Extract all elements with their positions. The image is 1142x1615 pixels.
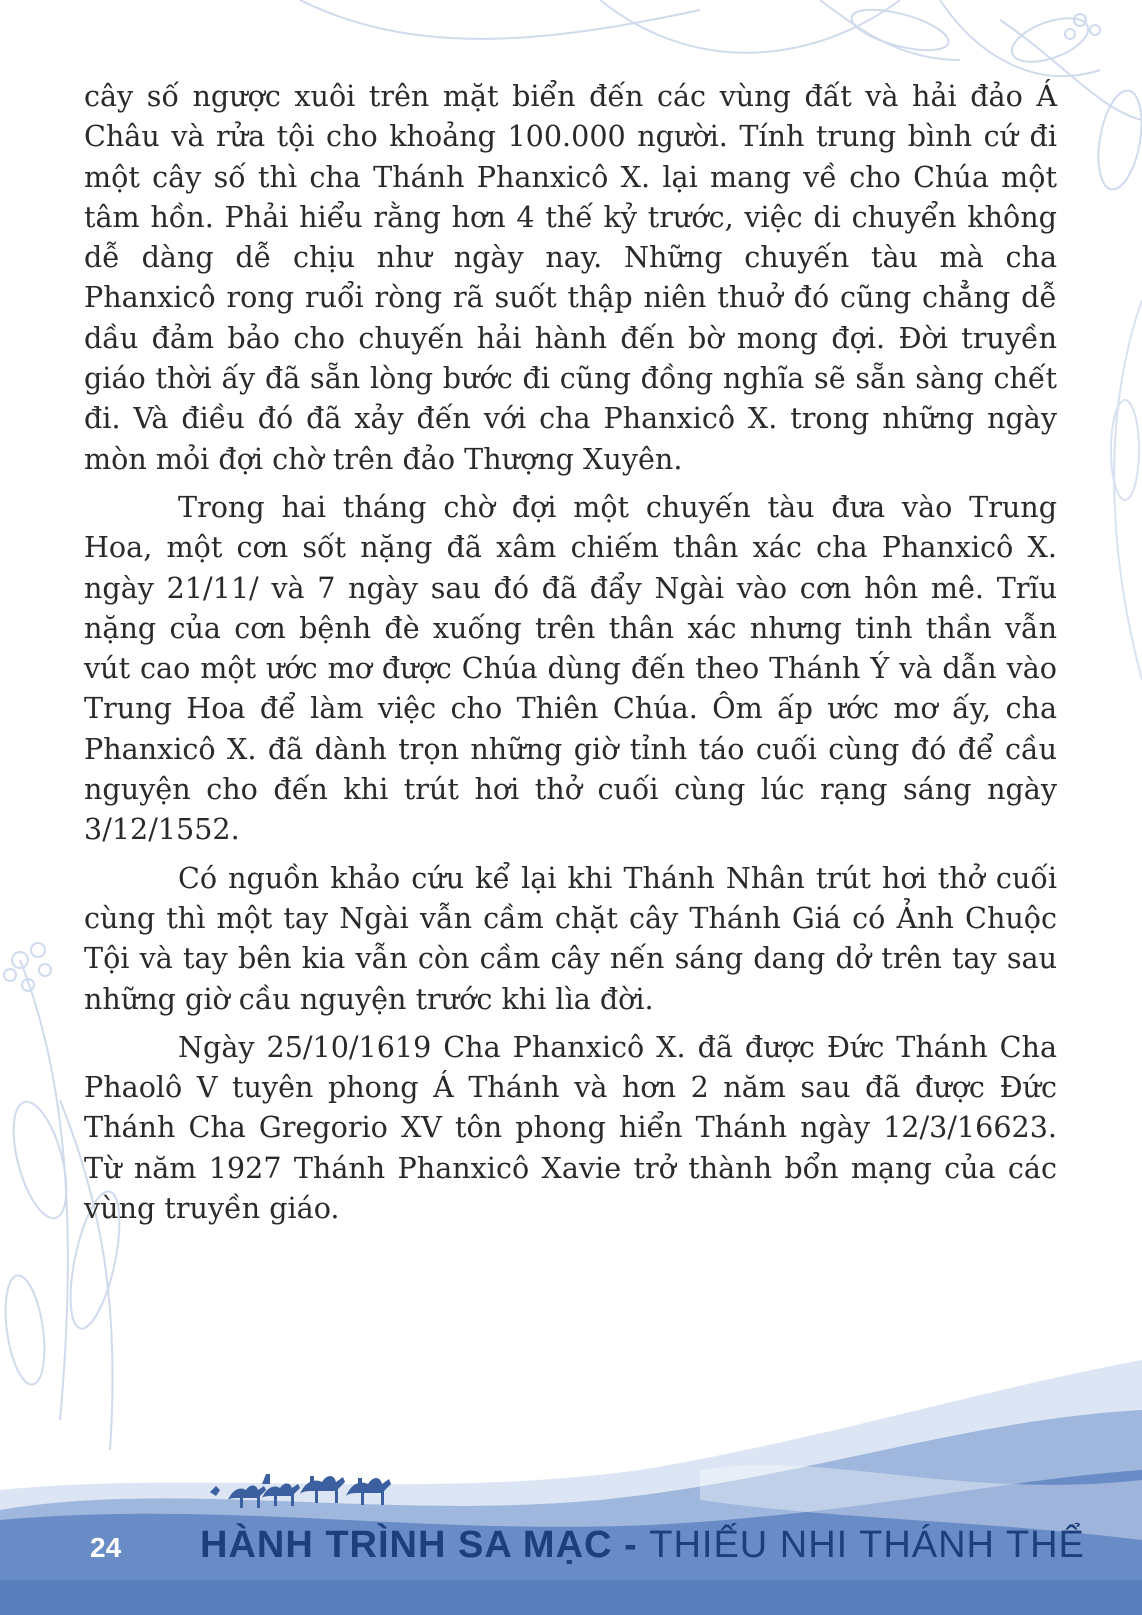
- paragraph-4: Ngày 25/10/1619 Cha Phanxicô X. đã được Đức Thánh Cha Phaolô V tuyên phong Á Thánh và hơn 2 năm sau đã được Đức Thánh Cha Gregorio XV tôn phong hiển Thánh ngày 12/3/16623. Từ năm 1927 Thánh Phanxicô Xavie trở thành bổn mạng của các vùng truyền giáo.: [84, 1029, 1057, 1226]
- body-text: [84, 76, 1057, 1228]
- page-footer: [0, 1520, 1142, 1580]
- paragraph-1: cây số ngược xuôi trên mặt biển đến các vùng đất và hải đảo Á Châu và rửa tội cho khoảng 100.000 người. Tính trung bình cứ đi một cây số thì cha Thánh Phanxicô X. lại mang về cho Chúa một tâm hồn. Phải hiểu rằng hơn 4 thế kỷ trước, việc di chuyển không dễ dàng dễ chịu như ngày nay. Những chuyến tàu mà cha Phanxicô rong ruổi ròng rã suốt thập niên thuở đó cũng chẳng dễ dầu đảm bảo cho chuyến hải hành đến bờ mong đợi. Đời truyền giáo thời ấy đã sẵn lòng bước đi cũng đồng nghĩa sẽ sẵn sàng chết đi. Và điều đó đã xảy đến với cha Phanxicô X. trong những ngày mòn mỏi đợi chờ trên đảo Thượng Xuyên.: [84, 79, 1057, 476]
- book-title-main: HÀNH TRÌNH SA MẠC -: [200, 1524, 650, 1566]
- floral-decoration-right: [1111, 300, 1142, 680]
- paragraph-2: Trong hai tháng chờ đợi một chuyến tàu đưa vào Trung Hoa, một cơn sốt nặng đã xâm chiếm thân xác cha Phanxicô X. ngày 21/11/ và 7 ngày sau đó đã đẩy Ngài vào cơn hôn mê. Trĩu nặng của cơn bệnh đè xuống trên thân xác nhưng tinh thần vẫn vút cao một ước mơ được Chúa dùng đến theo Thánh Ý và dẫn vào Trung Hoa để làm việc cho Thiên Chúa. Ôm ấp ước mơ ấy, cha Phanxicô X. đã dành trọn những giờ tỉnh táo cuối cùng đó để cầu nguyện cho đến khi trút hơi thở cuối cùng lúc rạng sáng ngày 3/12/1552.: [84, 489, 1057, 847]
- paragraph-3: Có nguồn khảo cứu kể lại khi Thánh Nhân trút hơi thở cuối cùng thì một tay Ngài vẫn cầm chặt cây Thánh Giá có Ảnh Chuộc Tội và tay bên kia vẫn còn cầm cây nến sáng dang dở trên tay sau những giờ cầu nguyện trước khi lìa đời.: [84, 860, 1057, 1016]
- book-title: [200, 1524, 1085, 1567]
- page-number: 24: [90, 1532, 122, 1563]
- book-title-sub: THIẾU NHI THÁNH THỂ: [649, 1524, 1085, 1566]
